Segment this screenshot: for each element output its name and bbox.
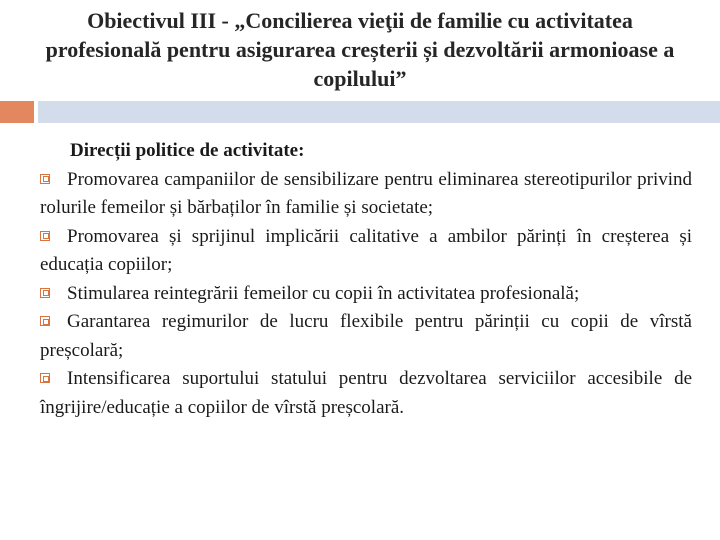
decorative-divider-bar	[0, 101, 720, 123]
divider-blue-block	[38, 101, 720, 123]
bullet-text: Promovarea campaniilor de sensibilizare pentru eliminarea stereotipurilor privind rolurile femeilor și bărbaților în familie și societate;	[40, 168, 692, 218]
bullet-item	[40, 223, 692, 280]
slide-content	[40, 137, 692, 422]
bullet-text: Promovarea și sprijinul implicării calitative a ambilor părinți în creșterea și educația copiilor;	[40, 225, 692, 275]
bullet-text: Intensificarea suportului statului pentru dezvoltarea serviciilor accesibile de îngrijire/educație a copiilor de vîrstă preșcolară.	[40, 368, 692, 418]
bullet-item	[40, 365, 692, 422]
bullet-item	[40, 280, 692, 309]
section-heading: Direcții politice de activitate:	[70, 140, 305, 161]
bullet-text: Garantarea regimurilor de lucru flexibile pentru părinții cu copii de vîrstă preșcolară;	[40, 311, 692, 361]
bullet-text: Stimularea reintegrării femeilor cu copii în activitatea profesională;	[67, 282, 580, 304]
square-bullet-icon	[40, 174, 50, 184]
bullet-item	[40, 166, 692, 223]
square-bullet-icon	[40, 231, 50, 241]
square-bullet-icon	[40, 288, 50, 298]
slide-title: Obiectivul III - „Concilierea vieţii de familie cu activitatea profesională pentru asigurarea creșterii și dezvoltării armonioase a copilului”	[45, 8, 675, 91]
square-bullet-icon	[40, 373, 50, 383]
square-bullet-icon	[40, 316, 50, 326]
bullet-item	[40, 308, 692, 365]
divider-orange-block	[0, 101, 34, 123]
